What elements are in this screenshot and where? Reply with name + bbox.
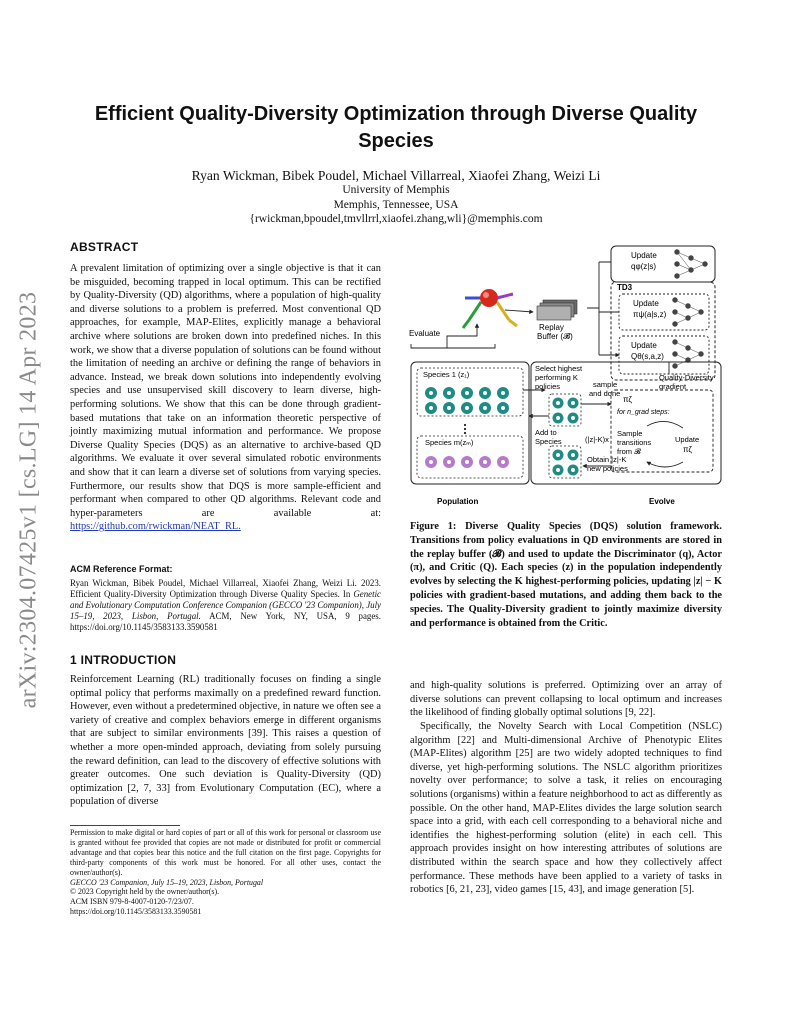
university: University of Memphis — [342, 184, 450, 196]
evaluate-label: Evaluate — [409, 329, 441, 338]
emails: {rwickman,bpoudel,tmvllrrl,xiaofei.zhang,wli}@memphis.com — [249, 213, 543, 226]
sample-label-1: sample — [593, 380, 618, 389]
buffer-to-networks-line — [587, 262, 619, 355]
abstract-body: A prevalent limitation of optimizing over a single objective is that it can be misguided, becoming trapped in local optimum. This can be rectified by Quality-Diversity (QD) algorithms, where a population of high-quality and diverse solutions to a problem is preferred. Most conventional QD approaches, for example, MAP-Elites, explicitly manage a behavioral archive where solutions are broken down into predefined niches. In this work, we show that a diverse population of solutions can be found without the limitation of needing an archive or defining the range of behaviors in advance. Instead, we break down solutions into independently evolving species and use unsupervised skill discovery to learn diverse, high-performing solutions. We show that this can be done through gradient-based mutations that take on an information theoretic perspective of jointly maximizing mutual information and performance. We propose Diverse Quality Species (DQS) as an alternative to archive-based QD algorithms. We evaluate it over several simulated robotic environments and show that it can learn a diverse set of solutions from varying species. Furthermore, our results show that DQS is more sample-efficient and performant when compared to other QD algorithms. Relevant code and hyper-parameters are available at: https://github.com/rwickman/NEAT_RL. — [70, 263, 381, 533]
mutation-loop-arrow — [647, 421, 683, 467]
affiliation-block — [90, 183, 702, 227]
species-ellipsis — [464, 424, 466, 434]
footnote-venue: GECCO '23 Companion, July 15–19, 2023, Lisbon, Portugal — [70, 877, 264, 887]
introduction-heading: 1 INTRODUCTION — [70, 653, 177, 667]
add-to-label: Add to — [535, 428, 557, 437]
critic-network-icon — [673, 340, 704, 369]
select-label-1: Select highest — [535, 364, 583, 373]
obtain-label-1: Obtain |z|-K — [587, 455, 627, 464]
critic-label: Qθ(s,a,z) — [631, 352, 664, 361]
pi-zeta-label: πζ — [623, 395, 632, 404]
species-m-policies — [425, 456, 509, 468]
author-list: Ryan Wickman, Bibek Poudel, Michael Villarreal, Xiaofei Zhang, Weizi Li — [191, 168, 601, 183]
acm-reference — [70, 564, 381, 633]
species-1-label: Species 1 (z₁) — [423, 370, 470, 379]
select-label-3: policies — [535, 382, 561, 391]
right-column-paragraph-1: and high-quality solutions is preferred. Optimizing over an array of diverse solutions can prevent collapsing to local optimum and increases the likelihood of finding globally optimal solutions [9, 22]. — [410, 680, 722, 719]
z-minus-k-label: (|z|-K)x — [585, 435, 609, 444]
species-add-label: Species — [535, 437, 562, 446]
update-pi-zeta-label-1: Update — [675, 435, 700, 444]
elite-policies — [553, 398, 579, 424]
update-q-label: Update — [631, 251, 657, 260]
actor-network-icon — [673, 298, 704, 327]
right-column-paragraph-2: Specifically, the Novelty Search with Local Competition (NSLC) algorithm [22] and Multi-dimensional Archive of Phenotypic Elites (MAP-Elites) algorithm [25] are two widely adopted techniques to find diverse, yet high-performing solutions. The NSLC algorithm prioritizes novelty over performance; to solve a task, it relies on encouraging solutions (organisms) within a feature neighborhood to act as differently as possible. On the other hand, MAP-Elites divides the large solution search space into a grid, with each cell corresponding to a behavioral niche and identifies the highest-performing solution (elite) in each cell. This approach provides insight on how interesting attributes of solutions are distributed within the search space and how they collectively affect performance. These methods have been applied to a variety of tasks in robotics [6, 21, 23], video games [15, 43], and image generation [5]. — [410, 721, 722, 896]
permission-notice: Permission to make digital or hard copies of part or all of this work for personal or classroom use is granted without fee provided that copies are not made or distributed for profit or commercial advantage and that copies bear this notice and the full citation on the first page. Copyrights for third-party components of this work must be honored. For all other uses, contact the owner/author(s). — [70, 828, 381, 877]
sample-label-2: and done — [589, 389, 621, 398]
discriminator-box — [611, 246, 715, 282]
species-1-policies — [425, 387, 509, 414]
sample-transitions-label-1: Sample — [617, 429, 643, 438]
species-m-label: Species m(zₘ) — [425, 438, 474, 447]
footnote-doi: https://doi.org/10.1145/3583133.3590581 — [70, 907, 202, 917]
sample-transitions-label-3: from 𝓑 — [617, 447, 641, 456]
new-policies — [553, 450, 579, 476]
paper-title: Efficient Quality-Diversity Optimization through Diverse Quality Species — [94, 103, 698, 152]
introduction-body: Reinforcement Learning (RL) traditionally focuses on finding a single optimal policy that performs maximally on a predefined reward function. However, even without a predetermined objective, in nature we often see a variety of creative and complex behaviors emerge in different organisms that are subject to similar environments [39]. This raises a question of whether a more open-minded approach, deviating from solely pursuing the reward definition, can lead to the discovery of effective solutions with greater outcomes. One such deviation is Quality-Diversity (QD) optimization [2, 7, 33] from Evolutionary Computation (EC), where a population of diverse — [70, 674, 381, 808]
evolve-label: Evolve — [649, 497, 675, 506]
acm-reference-venue: Genetic and Evolutionary Computation Conference Companion (GECCO '23 Companion), July 15–19, 2023, Lisbon, Portugal. — [70, 589, 381, 621]
evaluate-line — [447, 324, 477, 348]
td3-box — [611, 282, 715, 380]
update-Q-label: Update — [631, 341, 657, 350]
code-link[interactable]: https://github.com/rwickman/NEAT_RL. — [70, 521, 241, 533]
replay-label: Replay — [539, 323, 564, 332]
update-pi-zeta-label-2: πζ — [683, 445, 692, 454]
robot-to-buffer-arrow — [505, 310, 533, 312]
footnote-copyright: © 2023 Copyright held by the owner/author(s). — [70, 887, 220, 897]
population-label: Population — [437, 497, 479, 506]
buffer-label: Buffer (𝓑) — [537, 332, 573, 341]
qd-gradient-label-1: Quality-Diversity — [659, 373, 714, 382]
obtain-label-2: new policies — [587, 464, 628, 473]
n-grad-label: for n_grad steps: — [617, 409, 670, 416]
discriminator-label: qφ(z|s) — [631, 262, 657, 271]
arxiv-identifier: arXiv:2304.07425v1 [cs.LG] 14 Apr 2023 — [15, 291, 42, 709]
footnote-isbn: ACM ISBN 979-8-4007-0120-7/23/07. — [70, 897, 194, 907]
select-label-2: performing K — [535, 373, 578, 382]
robot-ant-icon — [463, 289, 517, 328]
discriminator-network-icon — [675, 250, 708, 279]
acm-reference-text: Ryan Wickman, Bibek Poudel, Michael Villarreal, Xiaofei Zhang, Weizi Li. 2023. Efficient Quality-Diversity Optimization through Diverse Quality Species. In Genetic and Evolutionary Computation Conference Companion (GECCO '23 Companion), July 15–19, 2023, Lisbon, Portugal. ACM, New York, NY, USA, 9 pages. https://doi.org/10.1145/3583133.3590581 — [70, 578, 381, 632]
location: Memphis, Tennessee, USA — [333, 198, 459, 211]
sample-transitions-label-2: transitions — [617, 438, 652, 447]
figure-1-caption: Figure 1: Diverse Quality Species (DQS) solution framework. Transitions from policy evaluations in QD environments are stored in the replay buffer (𝓑) and used to update the Discriminator (q), Actor (π), and Critic (Q). Each species (z) in the population independently evolves by selecting the K highest-performing policies, updating |z| − K policies with gradient-based mutations, and adding them back to the species. The Quality-Diversity gradient to jointly maximize diversity and performance is obtained from the Critic. — [410, 521, 722, 629]
abstract-heading: ABSTRACT — [70, 240, 139, 254]
update-pi-label: Update — [633, 299, 659, 308]
evaluate-bracket — [411, 344, 495, 348]
footnote-rule — [70, 825, 180, 826]
actor-label: πψ(a|s,z) — [633, 310, 667, 319]
replay-buffer-icon — [537, 300, 577, 320]
td3-label: TD3 — [617, 283, 633, 292]
figure-1-diagram — [407, 240, 725, 512]
qd-gradient-label-2: gradient — [659, 382, 687, 391]
footnote — [70, 828, 381, 917]
acm-reference-heading: ACM Reference Format: — [70, 564, 173, 574]
